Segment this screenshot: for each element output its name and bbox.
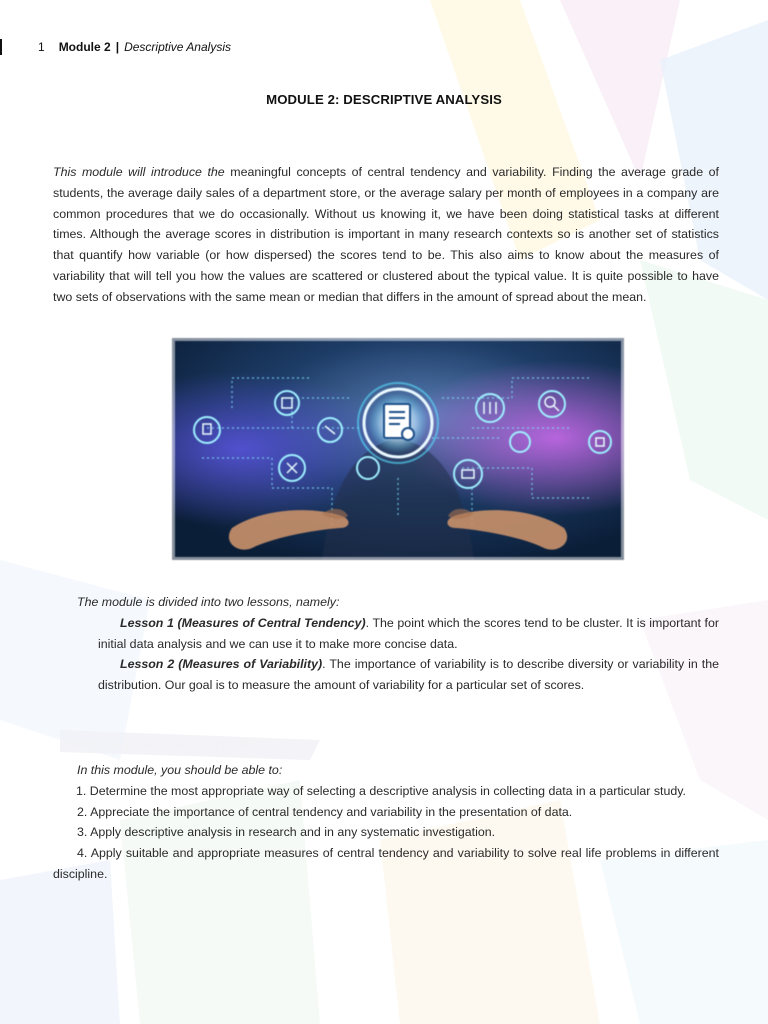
- lesson-2-item: [53, 654, 719, 696]
- objective-2: 2. Appreciate the importance of central tendency and variability in the presentation of data.: [77, 804, 573, 819]
- objective-1: 1. Determine the most appropriate way of selecting a descriptive analysis in collecting data in a particular study.: [76, 783, 686, 798]
- page-title: MODULE 2: DESCRIPTIVE ANALYSIS: [266, 92, 502, 107]
- objective-3: 3. Apply descriptive analysis in research and in any systematic investigation.: [77, 825, 496, 840]
- lessons-intro: The module is divided into two lessons, namely:: [77, 595, 340, 609]
- header-subtitle: Descriptive Analysis: [124, 40, 231, 54]
- header-separator: |: [115, 40, 120, 54]
- intro-body: meaningful concepts of central tendency and variability. Finding the average grade of students, the average daily sales of a department store, or the average salary per month of employees in a company are common procedures that we do occasionally. Without us knowing it, we have been doing statistical tasks at different times. Although the average scores in distribution is important in many research contexts so is another set of statistics that quantify how variable (or how dispersed) the scores tend to be. This also aims to know about the measures of variability that will tell you how the values are scattered or clustered about the typical value. It is quite possible to have two sets of observations with the same mean or median that differs in the amount of spread about the mean.: [53, 165, 719, 304]
- objectives-section: [53, 760, 719, 885]
- learning-outcomes-heading: MODULE LEARNING OUTCOMES: [68, 738, 266, 752]
- data-network-hands-illustration: [172, 338, 624, 560]
- lesson-1-name: Lesson 1 (Measures of Central Tendency): [120, 615, 366, 630]
- lesson-2-text: . The importance of variability is to describe diversity or variability in the distribution. Our goal is to measure the amount of variability for a particular set of scores.: [98, 657, 720, 693]
- lesson-1-item: [53, 613, 719, 655]
- page-header: [0, 38, 231, 56]
- lessons-section: [53, 592, 719, 696]
- objectives-lead: In this module, you should be able to:: [77, 763, 283, 777]
- lesson-1-text: . The point which the scores tend to be cluster. It is important for initial data analysis and we can use it to make more concise data.: [98, 615, 720, 651]
- intro-paragraph: [53, 162, 719, 308]
- header-module: Module 2: [58, 40, 111, 54]
- objective-4: 4. Apply suitable and appropriate measures of central tendency and variability to solve real life problems in different discipline.: [53, 846, 719, 881]
- header-rule: [0, 39, 2, 55]
- page-number: 1: [38, 40, 45, 54]
- lesson-2-name: Lesson 2 (Measures of Variability): [120, 657, 323, 672]
- intro-lead: This module will introduce the: [53, 165, 225, 179]
